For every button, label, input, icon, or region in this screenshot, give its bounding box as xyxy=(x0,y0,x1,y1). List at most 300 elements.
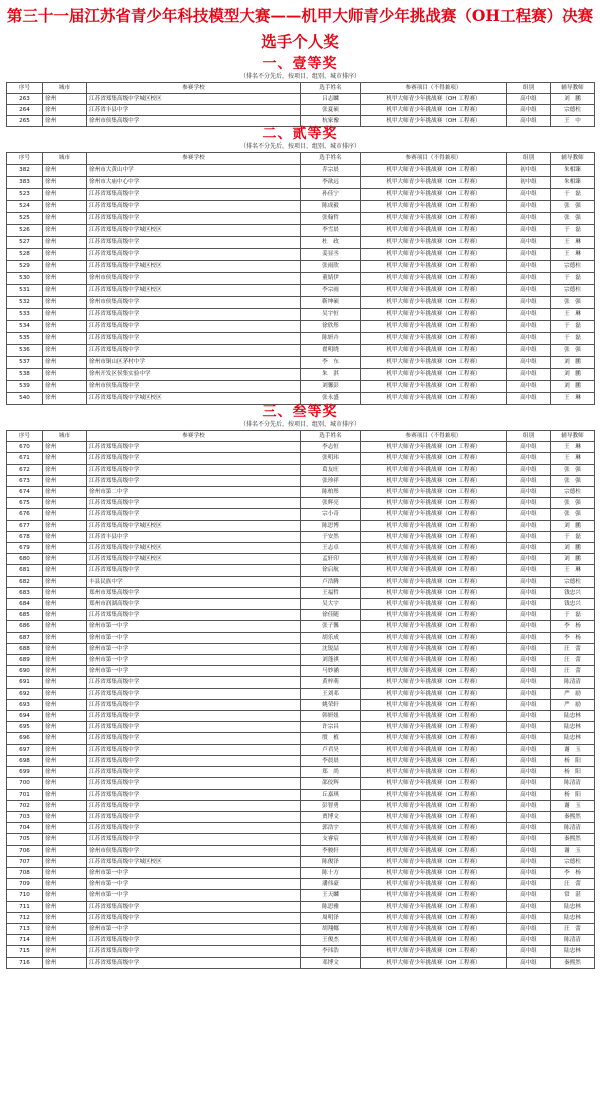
table-cell: 678 xyxy=(7,531,43,542)
table-cell: 机甲大师青少年挑战赛（OH 工程赛） xyxy=(361,576,507,587)
table-cell: 537 xyxy=(7,357,43,369)
table-cell: 高中组 xyxy=(507,442,551,453)
table-cell: 707 xyxy=(7,856,43,867)
table-cell: 江苏省郑集高级中学 xyxy=(87,767,301,778)
table-cell: 徐州市铜山区茅村中学 xyxy=(87,357,301,369)
table-cell: 王志卓 xyxy=(301,543,361,554)
table-cell: 高中组 xyxy=(507,845,551,856)
column-header: 组别 xyxy=(507,431,551,442)
table-header-row xyxy=(7,83,595,94)
table-cell: 江苏省郑集高级中学城区校区 xyxy=(87,520,301,531)
table-row xyxy=(7,165,595,177)
table-cell: 机甲大师青少年挑战赛（OH 工程赛） xyxy=(361,442,507,453)
award-table xyxy=(6,152,595,405)
table-cell: 高中组 xyxy=(507,381,551,393)
table-cell: 陆忠林 xyxy=(551,946,595,957)
table-cell: 538 xyxy=(7,369,43,381)
table-cell: 徐州 xyxy=(43,543,87,554)
column-header: 辅导教师 xyxy=(551,153,595,165)
table-cell: 徐州 xyxy=(43,393,87,405)
table-cell: 高中组 xyxy=(507,297,551,309)
table-cell: 机甲大师青少年挑战赛（OH 工程赛） xyxy=(361,834,507,845)
table-cell: 696 xyxy=(7,733,43,744)
table-cell: 李雪晨 xyxy=(301,225,361,237)
table-cell: 机甲大师青少年挑战赛（OH 工程赛） xyxy=(361,475,507,486)
table-cell: 张 强 xyxy=(551,464,595,475)
table-row xyxy=(7,655,595,666)
table-cell: 704 xyxy=(7,823,43,834)
table-cell: 徐州 xyxy=(43,632,87,643)
table-cell: 高中组 xyxy=(507,554,551,565)
table-cell: 江苏省郑集高级中学 xyxy=(87,464,301,475)
table-row xyxy=(7,935,595,946)
table-cell: 江苏省郑集高级中学城区校区 xyxy=(87,225,301,237)
table-cell: 陈思雅 xyxy=(301,901,361,912)
column-header: 序号 xyxy=(7,83,43,94)
table-cell: 徐州 xyxy=(43,554,87,565)
table-cell: 机甲大师青少年挑战赛（OH 工程赛） xyxy=(361,912,507,923)
award-section xyxy=(6,405,594,969)
table-cell: 703 xyxy=(7,811,43,822)
table-cell: 683 xyxy=(7,587,43,598)
table-cell: 江苏省郑集高级中学 xyxy=(87,946,301,957)
table-cell: 677 xyxy=(7,520,43,531)
table-cell: 684 xyxy=(7,599,43,610)
table-cell: 机甲大师青少年挑战赛（OH 工程赛） xyxy=(361,498,507,509)
table-cell: 高中组 xyxy=(507,213,551,225)
table-cell: 陈俊泽 xyxy=(301,856,361,867)
table-cell: 王 琳 xyxy=(551,237,595,249)
table-row xyxy=(7,834,595,845)
table-cell: 汪 蕾 xyxy=(551,666,595,677)
table-cell: 徐州 xyxy=(43,834,87,845)
table-row xyxy=(7,755,595,766)
table-cell: 机甲大师青少年挑战赛（OH 工程赛） xyxy=(361,189,507,201)
table-cell: 徐州 xyxy=(43,845,87,856)
table-cell: 江苏省郑集高级中学 xyxy=(87,565,301,576)
table-row xyxy=(7,297,595,309)
table-cell: 朱 淇 xyxy=(301,369,361,381)
table-row xyxy=(7,237,595,249)
table-row xyxy=(7,722,595,733)
table-cell: 高中组 xyxy=(507,957,551,968)
table-cell: 江苏省郑集高级中学 xyxy=(87,333,301,345)
table-cell: 徐州 xyxy=(43,509,87,520)
table-cell: 张夏硕 xyxy=(301,105,361,116)
table-row xyxy=(7,576,595,587)
table-cell: 机甲大师青少年挑战赛（OH 工程赛） xyxy=(361,699,507,710)
table-cell: 徐州 xyxy=(43,475,87,486)
table-row xyxy=(7,879,595,890)
table-cell: 机甲大师青少年挑战赛（OH 工程赛） xyxy=(361,213,507,225)
table-cell: 徐州 xyxy=(43,800,87,811)
table-cell: 马妙涵 xyxy=(301,666,361,677)
table-cell: 杜 政 xyxy=(301,237,361,249)
table-cell: 郑州市润湖高级中学 xyxy=(87,599,301,610)
table-cell: 江苏省郑集高级中学 xyxy=(87,744,301,755)
table-cell: 713 xyxy=(7,923,43,934)
table-cell: 高中组 xyxy=(507,890,551,901)
table-cell: 张翰哲 xyxy=(301,213,361,225)
table-cell: 徐州 xyxy=(43,823,87,834)
table-cell: 陆忠林 xyxy=(551,912,595,923)
table-cell: 机甲大师青少年挑战赛（OH 工程赛） xyxy=(361,845,507,856)
column-header: 参赛项目（不得兼项） xyxy=(361,431,507,442)
table-cell: 张 强 xyxy=(551,297,595,309)
table-cell: 机甲大师青少年挑战赛（OH 工程赛） xyxy=(361,856,507,867)
section-heading: 二、贰等奖 xyxy=(262,126,338,142)
table-cell: 陆忠林 xyxy=(551,722,595,733)
table-cell: 691 xyxy=(7,677,43,688)
table-cell: 机甲大师青少年挑战赛（OH 工程赛） xyxy=(361,249,507,261)
table-cell: 严 励 xyxy=(551,688,595,699)
table-cell: 刘馨彭 xyxy=(301,381,361,393)
table-row xyxy=(7,610,595,621)
table-cell: 高中组 xyxy=(507,610,551,621)
table-cell: 李 杨 xyxy=(551,867,595,878)
table-cell: 李宗雨 xyxy=(301,285,361,297)
table-cell: 乔宗晨 xyxy=(301,165,361,177)
table-row xyxy=(7,800,595,811)
table-cell: 秦熙然 xyxy=(551,957,595,968)
column-header: 组别 xyxy=(507,153,551,165)
table-cell: 江苏省郑集高级中学城区校区 xyxy=(87,94,301,105)
table-cell: 郑州市郑集高级中学 xyxy=(87,587,301,598)
table-cell: 高中组 xyxy=(507,249,551,261)
table-cell: 383 xyxy=(7,177,43,189)
table-cell: 江苏省郑集高级中学 xyxy=(87,442,301,453)
table-cell: 徐州 xyxy=(43,946,87,957)
table-cell: 682 xyxy=(7,576,43,587)
table-cell: 机甲大师青少年挑战赛（OH 工程赛） xyxy=(361,487,507,498)
table-cell: 徐州 xyxy=(43,879,87,890)
table-cell: 刘 鹏 xyxy=(551,357,595,369)
table-cell: 高中组 xyxy=(507,261,551,273)
table-cell: 高中组 xyxy=(507,632,551,643)
table-cell: 685 xyxy=(7,610,43,621)
table-cell: 679 xyxy=(7,543,43,554)
table-cell: 陆忠林 xyxy=(551,901,595,912)
table-cell: 江苏省郑集高级中学 xyxy=(87,722,301,733)
table-cell: 机甲大师青少年挑战赛（OH 工程赛） xyxy=(361,381,507,393)
award-table xyxy=(6,430,595,969)
table-cell: 高中组 xyxy=(507,800,551,811)
table-cell: 708 xyxy=(7,867,43,878)
table-cell: 胡翔娜 xyxy=(301,923,361,934)
table-cell: 王 琳 xyxy=(551,393,595,405)
table-cell: 徐州市第一中学 xyxy=(87,923,301,934)
table-cell: 李 杨 xyxy=(551,632,595,643)
table-cell: 邓博文 xyxy=(301,957,361,968)
table-cell: 江苏省郑集高级中学 xyxy=(87,823,301,834)
table-cell: 高中组 xyxy=(507,867,551,878)
table-cell: 徐州市侯集高级中学 xyxy=(87,116,301,127)
table-cell: 王刘邓 xyxy=(301,688,361,699)
table-cell: 高中组 xyxy=(507,309,551,321)
table-cell: 机甲大师青少年挑战赛（OH 工程赛） xyxy=(361,643,507,654)
table-cell: 705 xyxy=(7,834,43,845)
column-header: 参赛项目（不得兼项） xyxy=(361,153,507,165)
table-cell: 机甲大师青少年挑战赛（OH 工程赛） xyxy=(361,800,507,811)
table-cell: 机甲大师青少年挑战赛（OH 工程赛） xyxy=(361,711,507,722)
table-cell: 宗小奇 xyxy=(301,509,361,520)
table-cell: 潘伟豪 xyxy=(301,879,361,890)
table-cell: 699 xyxy=(7,767,43,778)
table-cell: 710 xyxy=(7,890,43,901)
table-cell: 机甲大师青少年挑战赛（OH 工程赛） xyxy=(361,105,507,116)
table-cell: 张子馨 xyxy=(301,621,361,632)
table-cell: 李晨晨 xyxy=(301,755,361,766)
table-cell: 714 xyxy=(7,935,43,946)
table-cell: 689 xyxy=(7,655,43,666)
table-cell: 高中组 xyxy=(507,666,551,677)
table-cell: 徐州 xyxy=(43,789,87,800)
table-cell: 江苏省郑集高级中学 xyxy=(87,498,301,509)
table-row xyxy=(7,520,595,531)
table-cell: 高中组 xyxy=(507,621,551,632)
table-cell: 高中组 xyxy=(507,923,551,934)
table-cell: 徐州 xyxy=(43,733,87,744)
table-cell: 机甲大师青少年挑战赛（OH 工程赛） xyxy=(361,632,507,643)
table-row xyxy=(7,189,595,201)
table-cell: 高中组 xyxy=(507,767,551,778)
column-header: 组别 xyxy=(507,83,551,94)
table-cell: 机甲大师青少年挑战赛（OH 工程赛） xyxy=(361,321,507,333)
table-row xyxy=(7,811,595,822)
table-cell: 徐州 xyxy=(43,369,87,381)
table-row xyxy=(7,688,595,699)
table-cell: 汪 蕾 xyxy=(551,655,595,666)
table-cell: 674 xyxy=(7,487,43,498)
table-cell: 王 琳 xyxy=(551,249,595,261)
table-cell: 陈十方 xyxy=(301,867,361,878)
award-section xyxy=(6,57,594,127)
table-cell: 陆忠林 xyxy=(551,733,595,744)
table-row xyxy=(7,587,595,598)
table-cell: 机甲大师青少年挑战赛（OH 工程赛） xyxy=(361,201,507,213)
table-cell: 高中组 xyxy=(507,369,551,381)
table-cell: 高中组 xyxy=(507,225,551,237)
table-cell: 江苏省郑集高级中学 xyxy=(87,834,301,845)
table-row xyxy=(7,699,595,710)
table-cell: 高中组 xyxy=(507,464,551,475)
table-cell: 715 xyxy=(7,946,43,957)
table-cell: 709 xyxy=(7,879,43,890)
table-cell: 徐州 xyxy=(43,901,87,912)
table-cell: 初中组 xyxy=(507,165,551,177)
table-cell: 江苏省郑集高级中学 xyxy=(87,213,301,225)
table-cell: 机甲大师青少年挑战赛（OH 工程赛） xyxy=(361,811,507,822)
table-cell: 高中组 xyxy=(507,520,551,531)
table-cell: 江苏省郑集高级中学 xyxy=(87,811,301,822)
table-cell: 徐州市第一中学 xyxy=(87,621,301,632)
table-row xyxy=(7,116,595,127)
table-cell: 徐州 xyxy=(43,297,87,309)
table-cell: 李 东 xyxy=(301,357,361,369)
table-cell: 690 xyxy=(7,666,43,677)
table-cell: 徐州 xyxy=(43,201,87,213)
table-cell: 高中组 xyxy=(507,912,551,923)
table-cell: 530 xyxy=(7,273,43,285)
table-cell: 高中组 xyxy=(507,565,551,576)
table-cell: 673 xyxy=(7,475,43,486)
table-header-row xyxy=(7,431,595,442)
table-cell: 徐州 xyxy=(43,565,87,576)
table-cell: 523 xyxy=(7,189,43,201)
table-cell: 机甲大师青少年挑战赛（OH 工程赛） xyxy=(361,587,507,598)
table-cell: 徐州市侯集高级中学 xyxy=(87,273,301,285)
table-cell: 712 xyxy=(7,912,43,923)
table-cell: 高中组 xyxy=(507,475,551,486)
table-row xyxy=(7,778,595,789)
table-cell: 江苏省郑集高级中学 xyxy=(87,711,301,722)
table-cell: 540 xyxy=(7,393,43,405)
table-cell: 徐州 xyxy=(43,912,87,923)
table-cell: 徐州市侯集高级中学 xyxy=(87,381,301,393)
table-cell: 于安然 xyxy=(301,531,361,542)
table-cell: 698 xyxy=(7,755,43,766)
table-cell: 670 xyxy=(7,442,43,453)
table-cell: 江苏省郑集高级中学 xyxy=(87,249,301,261)
table-cell: 徐州 xyxy=(43,273,87,285)
table-cell: 徐州 xyxy=(43,643,87,654)
table-cell: 谢 玉 xyxy=(551,744,595,755)
table-cell: 高中组 xyxy=(507,237,551,249)
table-row xyxy=(7,733,595,744)
table-cell: 525 xyxy=(7,213,43,225)
table-cell: 机甲大师青少年挑战赛（OH 工程赛） xyxy=(361,543,507,554)
table-cell: 丘嘉琪 xyxy=(301,789,361,800)
table-cell: 机甲大师青少年挑战赛（OH 工程赛） xyxy=(361,935,507,946)
table-cell: 初中组 xyxy=(507,177,551,189)
table-cell: 江苏省郑集高级中学 xyxy=(87,237,301,249)
table-cell: 严 励 xyxy=(551,699,595,710)
table-cell: 机甲大师青少年挑战赛（OH 工程赛） xyxy=(361,369,507,381)
table-cell: 于 磊 xyxy=(551,189,595,201)
table-row xyxy=(7,475,595,486)
table-cell: 676 xyxy=(7,509,43,520)
table-row xyxy=(7,946,595,957)
table-cell: 机甲大师青少年挑战赛（OH 工程赛） xyxy=(361,565,507,576)
table-cell: 高中组 xyxy=(507,487,551,498)
table-cell: 徐州 xyxy=(43,498,87,509)
page-title: 第三十一届江苏省青少年科技模型大赛——机甲大师青少年挑战赛（OH工程赛）决赛选手个人奖 xyxy=(6,6,594,51)
table-cell: 687 xyxy=(7,632,43,643)
table-row xyxy=(7,369,595,381)
table-cell: 680 xyxy=(7,554,43,565)
column-header: 城市 xyxy=(43,153,87,165)
table-cell: 536 xyxy=(7,345,43,357)
table-cell: 机甲大师青少年挑战赛（OH 工程赛） xyxy=(361,464,507,475)
table-cell: 王天麟 xyxy=(301,890,361,901)
table-cell: 机甲大师青少年挑战赛（OH 工程赛） xyxy=(361,333,507,345)
table-cell: 卢浩腾 xyxy=(301,576,361,587)
table-cell: 葛友旺 xyxy=(301,464,361,475)
table-cell: 张辉亮 xyxy=(301,498,361,509)
table-cell: 沈锐喆 xyxy=(301,643,361,654)
table-cell: 刘 鹏 xyxy=(551,543,595,554)
table-cell: 江苏省丰县中学 xyxy=(87,531,301,542)
table-cell: 高中组 xyxy=(507,856,551,867)
table-cell: 徐州 xyxy=(43,261,87,273)
table-row xyxy=(7,498,595,509)
table-cell: 江苏省郑集高级中学 xyxy=(87,610,301,621)
table-cell: 高中组 xyxy=(507,755,551,766)
table-cell: 694 xyxy=(7,711,43,722)
table-cell: 高中组 xyxy=(507,321,551,333)
table-cell: 机甲大师青少年挑战赛（OH 工程赛） xyxy=(361,778,507,789)
table-cell: 李 杨 xyxy=(551,621,595,632)
column-header: 序号 xyxy=(7,153,43,165)
table-cell: 徐佳随 xyxy=(301,610,361,621)
table-cell: 高中组 xyxy=(507,576,551,587)
table-row xyxy=(7,890,595,901)
table-row xyxy=(7,442,595,453)
table-cell: 吴宇恒 xyxy=(301,309,361,321)
table-row xyxy=(7,677,595,688)
column-header: 辅导教师 xyxy=(551,83,595,94)
table-row xyxy=(7,923,595,934)
table-cell: 徐州市第二中学 xyxy=(87,487,301,498)
table-cell: 江苏省郑集高级中学 xyxy=(87,201,301,213)
award-table xyxy=(6,82,595,127)
table-cell: 江苏省郑集高级中学 xyxy=(87,699,301,710)
table-cell: 彭智勇 xyxy=(301,800,361,811)
table-cell: 高中组 xyxy=(507,599,551,610)
section-heading: 三、叁等奖 xyxy=(262,404,338,420)
table-cell: 张 强 xyxy=(551,509,595,520)
table-cell: 陈清清 xyxy=(551,935,595,946)
table-cell: 265 xyxy=(7,116,43,127)
table-cell: 黄梓萌 xyxy=(301,677,361,688)
table-cell: 徐欣彤 xyxy=(301,321,361,333)
table-cell: 江苏省郑集高级中学城区校区 xyxy=(87,856,301,867)
table-cell: 高中组 xyxy=(507,811,551,822)
table-cell: 李歆远 xyxy=(301,177,361,189)
table-cell: 徐州 xyxy=(43,442,87,453)
table-cell: 高中组 xyxy=(507,655,551,666)
table-cell: 江苏省郑集高级中学 xyxy=(87,677,301,688)
table-cell: 孙佳宁 xyxy=(301,189,361,201)
table-cell: 532 xyxy=(7,297,43,309)
table-row xyxy=(7,177,595,189)
table-cell: 江苏省丰县中学 xyxy=(87,105,301,116)
table-cell: 董婧伊 xyxy=(301,273,361,285)
table-cell: 陆忠林 xyxy=(551,711,595,722)
table-cell: 于 磊 xyxy=(551,333,595,345)
table-cell: 秦熙然 xyxy=(551,811,595,822)
table-cell: 机甲大师青少年挑战赛（OH 工程赛） xyxy=(361,297,507,309)
table-cell: 高中组 xyxy=(507,946,551,957)
column-header: 选手姓名 xyxy=(301,83,361,94)
table-cell: 张 强 xyxy=(551,213,595,225)
table-row xyxy=(7,333,595,345)
table-cell: 机甲大师青少年挑战赛（OH 工程赛） xyxy=(361,733,507,744)
table-cell: 杨 阳 xyxy=(551,767,595,778)
table-cell: 支睿宸 xyxy=(301,834,361,845)
table-row xyxy=(7,213,595,225)
table-cell: 张珍祥 xyxy=(301,475,361,486)
table-row xyxy=(7,531,595,542)
column-header: 城市 xyxy=(43,83,87,94)
table-cell: 徐州市第一中学 xyxy=(87,666,301,677)
table-cell: 徐州市第一中学 xyxy=(87,655,301,666)
table-row xyxy=(7,249,595,261)
table-cell: 531 xyxy=(7,285,43,297)
table-cell: 700 xyxy=(7,778,43,789)
table-row xyxy=(7,393,595,405)
table-cell: 徐州 xyxy=(43,285,87,297)
